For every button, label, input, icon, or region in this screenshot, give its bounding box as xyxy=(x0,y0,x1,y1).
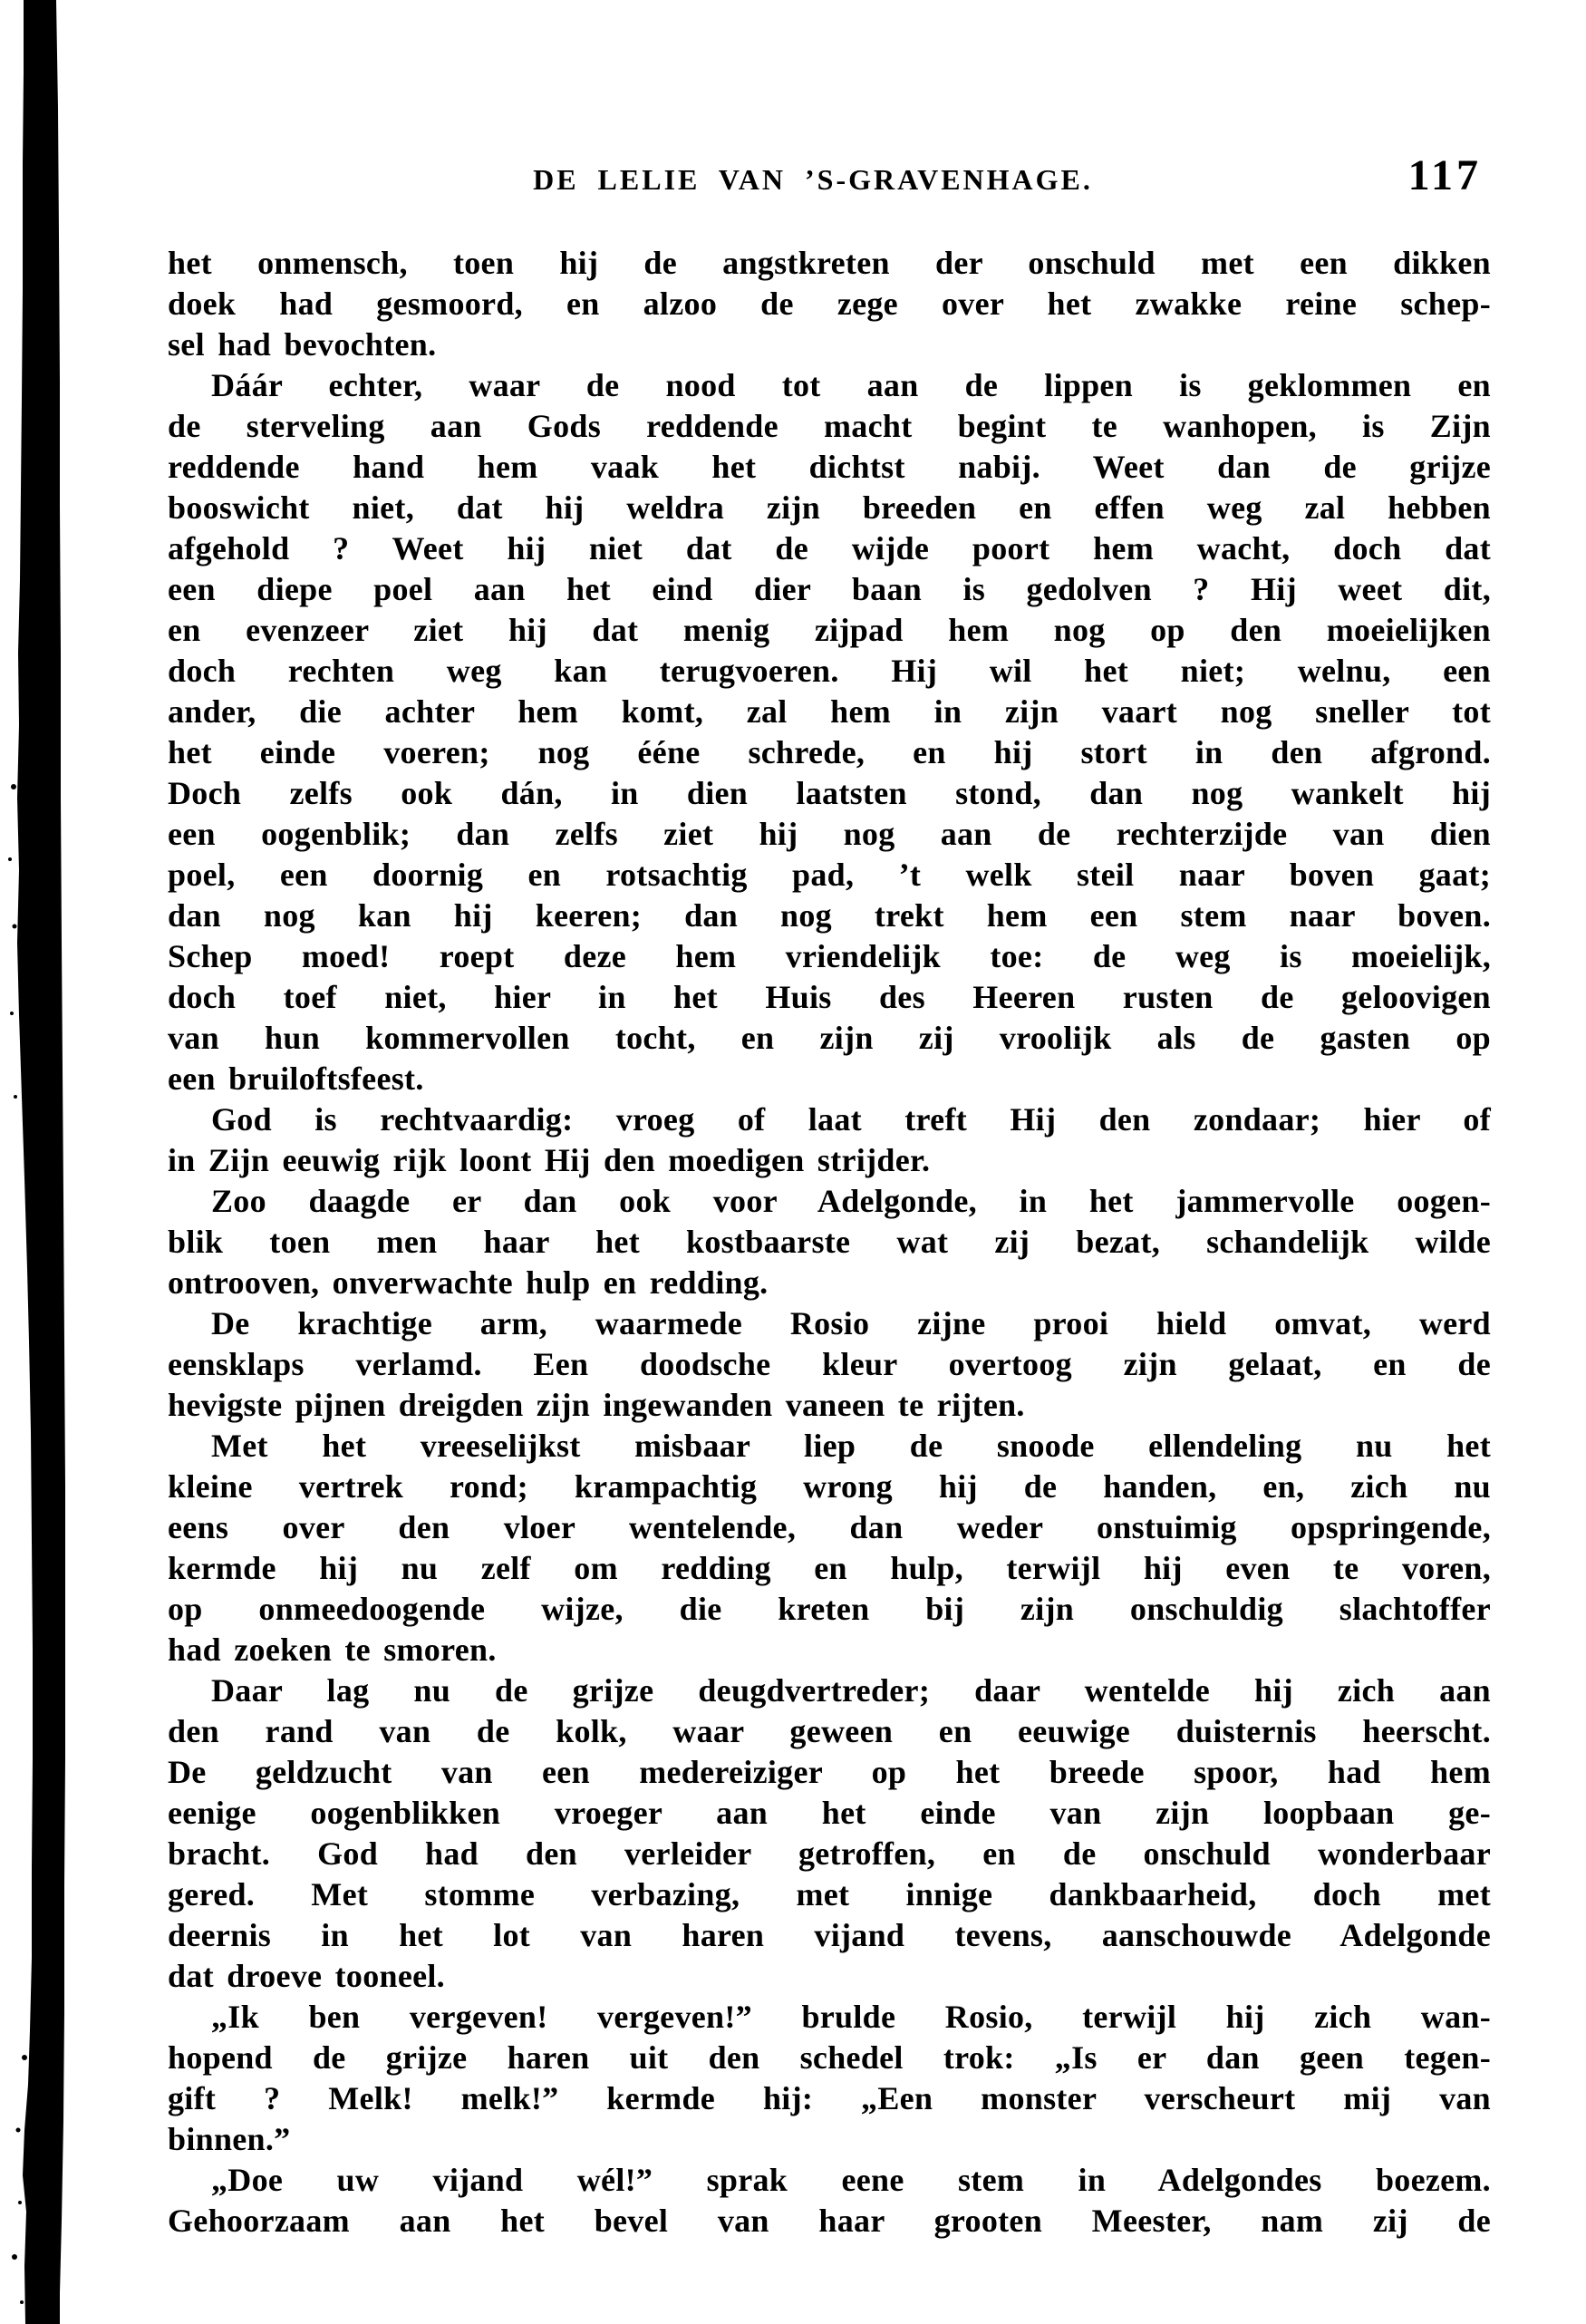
running-title: DE LELIE VAN ’S-GRAVENHAGE. xyxy=(533,163,1093,196)
text-line: Doch zelfs ook dán, in dien laatsten stond, dan nog wankelt hij xyxy=(168,775,1491,811)
text-line: had zoeken te smoren. xyxy=(168,1632,497,1668)
text-line: Dáár echter, waar de nood tot aan de lippen is geklommen en xyxy=(211,367,1491,403)
text-line: hopend de grijze haren uit den schedel trok: „Is er dan geen tegen- xyxy=(168,2039,1491,2076)
text-line: „Doe uw vijand wél!” sprak eene stem in Adelgondes boezem. xyxy=(211,2162,1491,2198)
text-line: kleine vertrek rond; krampachtig wrong hij de handen, en, zich nu xyxy=(168,1468,1491,1505)
text-line: De geldzucht van een medereiziger op het breede spoor, had hem xyxy=(168,1754,1491,1790)
text-line: afgehold ? Weet hij niet dat de wijde poort hem wacht, doch dat xyxy=(168,530,1491,566)
text-line: ander, die achter hem komt, zal hem in zijn vaart nog sneller tot xyxy=(168,693,1491,730)
text-line: Schep moed! roept deze hem vriendelijk toe: de weg is moeielijk, xyxy=(168,938,1491,974)
text-line: Met het vreeselijkst misbaar liep de snoode ellendeling nu het xyxy=(211,1428,1491,1464)
text-line: deernis in het lot van haren vijand tevens, aanschouwde Adelgonde xyxy=(168,1917,1491,1953)
text-line: De krachtige arm, waarmede Rosio zijne prooi hield omvat, werd xyxy=(211,1305,1491,1341)
text-line: booswicht niet, dat hij weldra zijn breeden en effen weg zal hebben xyxy=(168,489,1491,526)
text-line: de sterveling aan Gods reddende macht begint te wanhopen, is Zijn xyxy=(168,408,1491,444)
text-line: doch toef niet, hier in het Huis des Heeren rusten de geloovigen xyxy=(168,979,1491,1015)
text-line: dat droeve tooneel. xyxy=(168,1958,445,1994)
text-line: Zoo daagde er dan ook voor Adelgonde, in het jammervolle oogen- xyxy=(211,1183,1491,1219)
text-line: sel had bevochten. xyxy=(168,326,437,363)
text-line: het einde voeren; nog ééne schrede, en hij stort in den afgrond. xyxy=(168,734,1491,770)
text-line: den rand van de kolk, waar geween en eeuwige duisternis heerscht. xyxy=(168,1713,1491,1749)
text-line: een diepe poel aan het eind dier baan is gedolven ? Hij weet dit, xyxy=(168,571,1491,607)
text-line: en evenzeer ziet hij dat menig zijpad hem nog op den moeielijken xyxy=(168,612,1491,648)
page-body xyxy=(168,243,1491,2242)
text-line: op onmeedoogende wijze, die kreten bij zijn onschuldig slachtoffer xyxy=(168,1591,1491,1627)
text-line: ontrooven, onverwachte hulp en redding. xyxy=(168,1264,769,1301)
text-line: gift ? Melk! melk!” kermde hij: „Een monster verscheurt mij van xyxy=(168,2080,1491,2116)
text-line: eensklaps verlamd. Een doodsche kleur overtoog zijn gelaat, en de xyxy=(168,1346,1491,1382)
binding-shadow-strip xyxy=(0,0,82,2324)
text-line: „Ik ben vergeven! vergeven!” brulde Rosio, terwijl hij zich wan- xyxy=(211,1999,1491,2035)
text-line: blik toen men haar het kostbaarste wat zij bezat, schandelijk wilde xyxy=(168,1224,1491,1260)
text-line: God is rechtvaardig: vroeg of laat treft Hij den zondaar; hier of xyxy=(211,1101,1491,1138)
text-line: reddende hand hem vaak het dichtst nabij. Weet dan de grijze xyxy=(168,449,1491,485)
text-line: Gehoorzaam aan het bevel van haar grooten Meester, nam zij de xyxy=(168,2203,1491,2239)
text-line: binnen.” xyxy=(168,2121,291,2157)
text-line: poel, een doornig en rotsachtig pad, ’t welk steil naar boven gaat; xyxy=(168,857,1491,893)
running-header xyxy=(168,150,1491,205)
text-line: doch rechten weg kan terugvoeren. Hij wil het niet; welnu, een xyxy=(168,653,1491,689)
text-line: een bruiloftsfeest. xyxy=(168,1060,424,1097)
text-line: bracht. God had den verleider getroffen, en de onschuld wonderbaar xyxy=(168,1835,1491,1872)
text-line: hevigste pijnen dreigden zijn ingewanden vaneen te rijten. xyxy=(168,1387,1025,1423)
text-line: in Zijn eeuwig rijk loont Hij den moedigen strijder. xyxy=(168,1142,931,1178)
text-line: kermde hij nu zelf om redding en hulp, terwijl hij even te voren, xyxy=(168,1550,1491,1586)
text-line: dan nog kan hij keeren; dan nog trekt hem een stem naar boven. xyxy=(168,897,1491,934)
text-line: gered. Met stomme verbazing, met innige dankbaarheid, doch met xyxy=(168,1876,1491,1912)
text-line: van hun kommervollen tocht, en zijn zij vroolijk als de gasten op xyxy=(168,1020,1491,1056)
text-line: het onmensch, toen hij de angstkreten der onschuld met een dikken xyxy=(168,245,1491,281)
page-number: 117 xyxy=(1407,151,1482,199)
text-line: eenige oogenblikken vroeger aan het einde van zijn loopbaan ge- xyxy=(168,1795,1491,1831)
text-line: Daar lag nu de grijze deugdvertreder; daar wentelde hij zich aan xyxy=(211,1672,1491,1709)
text-line: een oogenblik; dan zelfs ziet hij nog aan de rechterzijde van dien xyxy=(168,816,1491,852)
text-line: doek had gesmoord, en alzoo de zege over het zwakke reine schep- xyxy=(168,286,1491,322)
text-line: eens over den vloer wentelende, dan weder onstuimig opspringende, xyxy=(168,1509,1491,1545)
